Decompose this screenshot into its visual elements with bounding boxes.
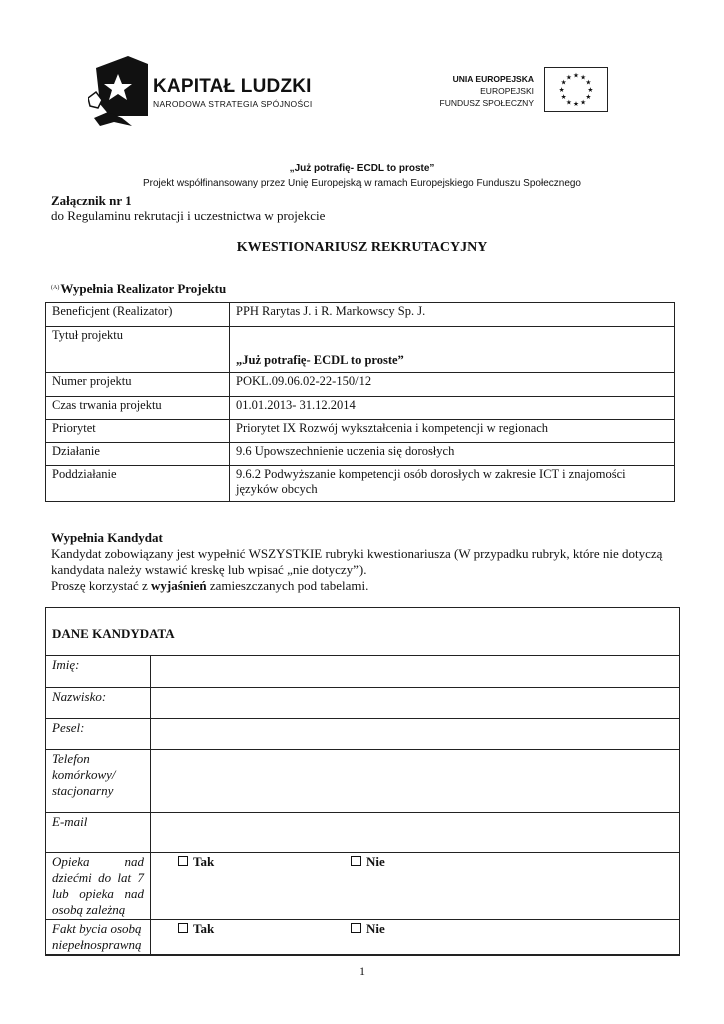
eu-star-icon: ★ (560, 78, 567, 87)
first-name-field[interactable] (151, 656, 680, 688)
row-key: Działanie (46, 443, 230, 466)
eu-star-icon: ★ (585, 78, 592, 87)
table-row (46, 853, 680, 920)
option-label: Nie (366, 921, 385, 936)
row-value: 9.6.2 Podwyższanie kompetencji osób dorosłych w zakresie ICT i znajomości języków obcych (230, 466, 675, 502)
row-value (230, 327, 675, 373)
childcare-label-text: osobą zależną (52, 902, 126, 917)
section-realizator-heading (51, 281, 226, 297)
checkbox-icon (178, 923, 188, 933)
childcare-label-text: Opieka nad dziećmi do lat 7 lub opieka nad (52, 854, 144, 901)
table-row (46, 420, 675, 443)
checkbox-icon (178, 856, 188, 866)
disability-label-text: niepełnosprawną (52, 937, 142, 952)
eu-star-icon: ★ (587, 85, 594, 94)
row-key: Czas trwania projektu (46, 397, 230, 420)
candidate-heading: Wypełnia Kandydat (51, 530, 163, 545)
email-label: E-mail (46, 813, 151, 853)
page-number: 1 (359, 964, 365, 978)
disability-options (151, 920, 680, 956)
table-row (46, 920, 680, 956)
kapital-ludzki-logo (88, 56, 148, 128)
eu-star-icon: ★ (558, 85, 565, 94)
option-label: Tak (193, 921, 215, 936)
table-row (46, 719, 680, 750)
option-label: Nie (366, 854, 385, 869)
instruction-prefix: Proszę korzystać z (51, 578, 151, 593)
project-title-value: „Już potrafię- ECDL to proste” (236, 353, 404, 367)
table-row (46, 373, 675, 397)
candidate-instructions (51, 546, 671, 594)
table-row (46, 813, 680, 853)
childcare-no-checkbox[interactable] (351, 854, 385, 870)
candidate-data-table (45, 655, 680, 956)
row-key: Poddziałanie (46, 466, 230, 502)
eu-star-icon: ★ (560, 93, 567, 102)
row-key: Priorytet (46, 420, 230, 443)
instruction-bold: wyjaśnień (151, 578, 207, 593)
first-name-label: Imię: (46, 656, 151, 688)
table-row (46, 303, 675, 327)
row-key: Beneficjent (Realizator) (46, 303, 230, 327)
checkbox-icon (351, 856, 361, 866)
row-value: POKL.09.06.02-22-150/12 (230, 373, 675, 397)
table-row (46, 443, 675, 466)
eu-star-icon: ★ (580, 73, 587, 82)
last-name-field[interactable] (151, 688, 680, 719)
eu-star-icon: ★ (573, 100, 579, 109)
eu-star-icon: ★ (580, 98, 587, 107)
disability-label-text: Fakt bycia osobą (52, 921, 142, 936)
disability-no-checkbox[interactable] (351, 921, 385, 937)
eu-star-icon: ★ (573, 71, 579, 80)
disability-label (46, 920, 151, 956)
logo-title: KAPITAŁ LUDZKI (153, 76, 312, 97)
phone-field[interactable] (151, 750, 680, 813)
childcare-label (46, 853, 151, 920)
email-field[interactable] (151, 813, 680, 853)
candidate-data-title: DANE KANDYDATA (52, 626, 175, 641)
instruction-suffix: zamieszczanych pod tabelami. (206, 578, 369, 593)
table-row (46, 466, 675, 502)
project-name: „Już potrafię- ECDL to proste” (289, 163, 435, 174)
page-title: KWESTIONARIUSZ REKRUTACYJNY (236, 240, 488, 255)
row-key: Numer projektu (46, 373, 230, 397)
eu-fund-block (436, 67, 610, 114)
row-value: 9.6 Upowszechnienie uczenia się dorosłych (230, 443, 675, 466)
table-row (46, 656, 680, 688)
last-name-label: Nazwisko: (46, 688, 151, 719)
table-row (46, 750, 680, 813)
table-row (46, 688, 680, 719)
row-value: 01.01.2013- 31.12.2014 (230, 397, 675, 420)
option-label: Tak (193, 854, 215, 869)
pesel-label: Pesel: (46, 719, 151, 750)
phone-label: Telefon komórkowy/ stacjonarny (46, 750, 151, 813)
cofinance-note: Projekt współfinansowany przez Unię Europejską w ramach Europejskiego Funduszu Społecznego (142, 178, 581, 189)
logo-subtitle: NARODOWA STRATEGIA SPÓJNOŚCI (153, 99, 313, 109)
table-row (46, 327, 675, 373)
eu-star-icon: ★ (565, 98, 572, 107)
disability-yes-checkbox[interactable] (178, 921, 214, 937)
childcare-options (151, 853, 680, 920)
pesel-field[interactable] (151, 719, 680, 750)
project-info-table (45, 302, 675, 502)
instruction-line: Kandydat zobowiązany jest wypełnić WSZYSTKIE rubryki kwestionariusza (W przypadku rubryk, które nie dotyczą kandydata należy wstawić kreskę lub wpisać „nie dotyczy”). (51, 546, 663, 577)
eu-text (436, 73, 534, 109)
row-value: PPH Rarytas J. i R. Markowscy Sp. J. (230, 303, 675, 327)
eu-social-fund-label: FUNDUSZ SPOŁECZNY (439, 98, 534, 108)
checkbox-icon (351, 923, 361, 933)
table-row (46, 397, 675, 420)
eu-star-icon: ★ (585, 93, 592, 102)
eu-flag-icon (544, 67, 608, 112)
eu-star-icon: ★ (565, 73, 572, 82)
annex-title: Załącznik nr 1 (51, 193, 132, 208)
section-marker: (A) (51, 285, 60, 291)
eu-european-label: EUROPEJSKI (480, 86, 534, 96)
instruction-line (51, 578, 671, 594)
annex-subtitle: do Regulaminu rekrutacji i uczestnictwa w projekcie (51, 208, 326, 223)
row-key: Tytuł projektu (46, 327, 230, 373)
row-value: Priorytet IX Rozwój wykształcenia i kompetencji w regionach (230, 420, 675, 443)
eu-union-label: UNIA EUROPEJSKA (452, 74, 534, 84)
childcare-yes-checkbox[interactable] (178, 854, 214, 870)
section-heading-text: Wypełnia Realizator Projektu (60, 281, 227, 296)
